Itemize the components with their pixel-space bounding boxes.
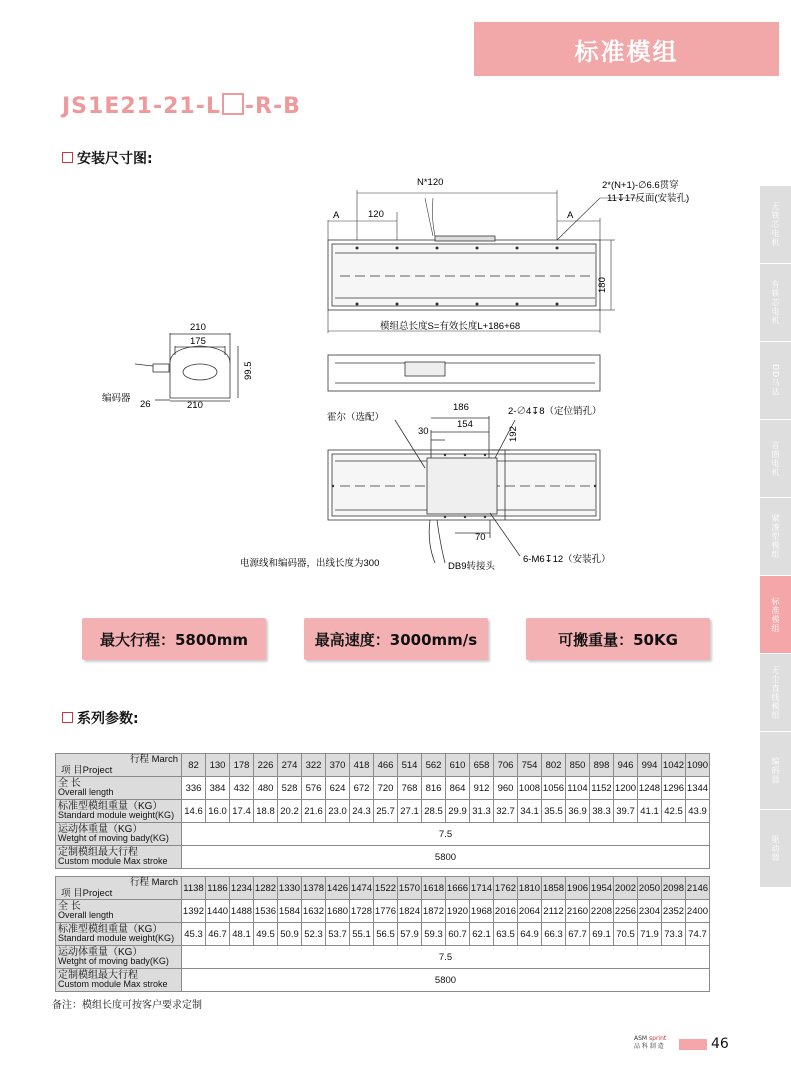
value-cell: 63.5 — [494, 923, 518, 946]
value-cell: 36.9 — [566, 800, 590, 823]
stroke-cell: 370 — [326, 754, 350, 777]
value-cell: 73.3 — [662, 923, 686, 946]
value-cell: 66.3 — [542, 923, 566, 946]
stroke-cell: 82 — [182, 754, 206, 777]
placeholder-box-icon — [222, 93, 244, 115]
sidebar-tab-4[interactable]: 紧凑型模组 — [760, 498, 791, 576]
value-cell: 720 — [374, 777, 398, 800]
top-view — [328, 236, 600, 310]
value-cell: 55.1 — [350, 923, 374, 946]
value-cell: 624 — [326, 777, 350, 800]
value-cell: 70.5 — [614, 923, 638, 946]
value-cell: 1104 — [566, 777, 590, 800]
table-row: 全 长 Overall length 1392 1440 1488 1536 1584 1632 1680 1728 1776 1824 1872 1920 1968 2016 2064 2112 2160 2208 2256 2304 2352 2400 — [56, 900, 710, 923]
value-cell: 816 — [422, 777, 446, 800]
value-cell: 1200 — [614, 777, 638, 800]
value-cell: 1920 — [446, 900, 470, 923]
square-bullet-icon — [62, 712, 73, 723]
value-cell: 64.9 — [518, 923, 542, 946]
value-cell: 45.3 — [182, 923, 206, 946]
stroke-cell: 2098 — [662, 877, 686, 900]
value-cell: 60.7 — [446, 923, 470, 946]
value-cell: 32.7 — [494, 800, 518, 823]
stroke-cell: 1858 — [542, 877, 566, 900]
dim-70: 70 — [475, 532, 486, 543]
dim-a-right: A — [567, 210, 574, 221]
value-cell: 35.5 — [542, 800, 566, 823]
table-row: 运动体重量（KG） Wetght of moving bady(KG) 7.5 — [56, 823, 710, 846]
model-suffix: -R-B — [244, 94, 301, 119]
value-cell: 1344 — [686, 777, 710, 800]
table-row: 项 目Project 行程 March 1138 1186 1234 1282 1330 1378 1426 1474 1522 1570 1618 1666 1714 1762 1810 1858 1906 1954 2002 2050 2098 2146 — [56, 877, 710, 900]
value-cell: 16.0 — [206, 800, 230, 823]
value-cell: 2400 — [686, 900, 710, 923]
value-cell: 1584 — [278, 900, 302, 923]
stroke-cell: 1426 — [326, 877, 350, 900]
dim-30: 30 — [418, 426, 429, 437]
dim-210-bottom: 210 — [187, 400, 203, 411]
value-cell: 43.9 — [686, 800, 710, 823]
value-cell: 52.3 — [302, 923, 326, 946]
sidebar-tab-1[interactable]: 有铁芯电机 — [760, 264, 791, 342]
stroke-cell: 1186 — [206, 877, 230, 900]
value-cell: 59.3 — [422, 923, 446, 946]
side-view — [328, 355, 600, 391]
value-cell: 46.7 — [206, 923, 230, 946]
stroke-cell: 1522 — [374, 877, 398, 900]
stroke-cell: 130 — [206, 754, 230, 777]
pin-hole-note: 2-∅4↧8（定位销孔） — [508, 406, 602, 417]
stroke-cell: 946 — [614, 754, 638, 777]
table-row: 定制模组最大行程 Custom module Max stroke 5800 — [56, 846, 710, 869]
max-stroke-cell: 5800 — [182, 846, 710, 869]
encoder-label: 编码器 — [102, 393, 131, 404]
stroke-cell: 706 — [494, 754, 518, 777]
params-table-2 — [55, 876, 710, 992]
table-row: 标准型模组重量（KG） Standard module weight(KG) 14.6 16.0 17.4 18.8 20.2 21.6 23.0 24.3 25.7 27.1 28.5 29.9 31.3 32.7 34.1 35.5 36.9 38.3 39.7 41.1 42.5 43.9 — [56, 800, 710, 823]
value-cell: 2304 — [638, 900, 662, 923]
stroke-cell: 1090 — [686, 754, 710, 777]
value-cell: 50.9 — [278, 923, 302, 946]
value-cell: 57.9 — [398, 923, 422, 946]
value-cell: 74.7 — [686, 923, 710, 946]
stroke-cell: 1138 — [182, 877, 206, 900]
value-cell: 71.9 — [638, 923, 662, 946]
table-row: 全 长 Overall length 336 384 432 480 528 576 624 672 720 768 816 864 912 960 1008 1056 1104 1152 1200 1248 1296 1344 — [56, 777, 710, 800]
sidebar-tab-7[interactable]: 编码器 — [760, 732, 791, 810]
stroke-cell: 2146 — [686, 877, 710, 900]
value-cell: 29.9 — [446, 800, 470, 823]
stroke-cell: 1954 — [590, 877, 614, 900]
stroke-cell: 466 — [374, 754, 398, 777]
table-row: 标准型模组重量（KG） Standard module weight(KG) 45.3 46.7 48.1 49.5 50.9 52.3 53.7 55.1 56.5 57.9 59.3 60.7 62.1 63.5 64.9 66.3 67.7 69.1 70.5 71.9 73.3 74.7 — [56, 923, 710, 946]
value-cell: 69.1 — [590, 923, 614, 946]
hall-label: 霍尔（选配） — [327, 412, 385, 423]
value-cell: 1536 — [254, 900, 278, 923]
value-cell: 14.6 — [182, 800, 206, 823]
value-cell: 34.1 — [518, 800, 542, 823]
value-cell: 384 — [206, 777, 230, 800]
dim-n120: N*120 — [417, 177, 444, 188]
stroke-cell: 1234 — [230, 877, 254, 900]
value-cell: 432 — [230, 777, 254, 800]
max-stroke-cell: 5800 — [182, 969, 710, 992]
value-cell: 28.5 — [422, 800, 446, 823]
value-cell: 48.1 — [230, 923, 254, 946]
holes-note: 2*(N+1)-∅6.6贯穿 — [602, 180, 679, 191]
value-cell: 960 — [494, 777, 518, 800]
bottom-view — [328, 416, 600, 563]
stroke-cell: 610 — [446, 754, 470, 777]
table-row: 定制模组最大行程 Custom module Max stroke 5800 — [56, 969, 710, 992]
footnote: 备注：模组长度可按客户要求定制 — [52, 1000, 202, 1011]
stroke-cell: 658 — [470, 754, 494, 777]
page-number: 46 — [711, 1036, 729, 1052]
value-cell: 62.1 — [470, 923, 494, 946]
value-cell: 1488 — [230, 900, 254, 923]
value-cell: 1248 — [638, 777, 662, 800]
stroke-cell: 2050 — [638, 877, 662, 900]
stroke-cell: 994 — [638, 754, 662, 777]
value-cell: 1872 — [422, 900, 446, 923]
value-cell: 864 — [446, 777, 470, 800]
stroke-cell: 1474 — [350, 877, 374, 900]
value-cell: 31.3 — [470, 800, 494, 823]
sidebar-tab-6[interactable]: 无尘直线模组 — [760, 654, 791, 732]
value-cell: 25.7 — [374, 800, 398, 823]
value-cell: 1152 — [590, 777, 614, 800]
value-cell: 1680 — [326, 900, 350, 923]
stroke-cell: 562 — [422, 754, 446, 777]
value-cell: 2352 — [662, 900, 686, 923]
stroke-cell: 1666 — [446, 877, 470, 900]
sidebar-tab-0[interactable]: 无铁芯电机 — [760, 186, 791, 264]
stroke-cell: 322 — [302, 754, 326, 777]
total-length-label: 模组总长度S=有效长度L+186+68 — [380, 321, 521, 332]
sidebar-tab-3[interactable]: 音圈电机 — [760, 420, 791, 498]
cable-note: 电源线和编码器，出线长度为300 — [240, 558, 380, 569]
value-cell: 39.7 — [614, 800, 638, 823]
value-cell: 27.1 — [398, 800, 422, 823]
value-cell: 336 — [182, 777, 206, 800]
value-cell: 23.0 — [326, 800, 350, 823]
moving-weight-cell: 7.5 — [182, 946, 710, 969]
installation-drawing — [95, 168, 690, 578]
value-cell: 1440 — [206, 900, 230, 923]
params-section-title — [62, 708, 139, 728]
value-cell: 17.4 — [230, 800, 254, 823]
stroke-cell: 1570 — [398, 877, 422, 900]
spec-max-stroke: 最大行程：5800mm — [82, 618, 266, 660]
stroke-cell: 802 — [542, 754, 566, 777]
dim-186: 186 — [453, 402, 469, 413]
square-bullet-icon — [62, 152, 73, 163]
value-cell: 2064 — [518, 900, 542, 923]
stroke-cell: 1042 — [662, 754, 686, 777]
mount-hole-note: 6-M6↧12（安装孔） — [523, 554, 611, 565]
dim-26: 26 — [140, 399, 151, 410]
stroke-cell: 1378 — [302, 877, 326, 900]
value-cell: 1008 — [518, 777, 542, 800]
value-cell: 528 — [278, 777, 302, 800]
stroke-cell: 850 — [566, 754, 590, 777]
category-header: 标准模组 — [474, 22, 779, 76]
model-prefix: JS1E21-21-L — [62, 94, 221, 119]
value-cell: 1632 — [302, 900, 326, 923]
value-cell: 53.7 — [326, 923, 350, 946]
dim-175: 175 — [190, 336, 206, 347]
value-cell: 2208 — [590, 900, 614, 923]
value-cell: 2112 — [542, 900, 566, 923]
dim-120: 120 — [368, 209, 384, 220]
end-view — [135, 333, 238, 401]
sidebar-tab-2[interactable]: DD马达 — [760, 342, 791, 420]
spec-max-speed: 最高速度：3000mm/s — [304, 618, 488, 660]
dim-154: 154 — [457, 419, 473, 430]
value-cell: 1392 — [182, 900, 206, 923]
value-cell: 1776 — [374, 900, 398, 923]
value-cell: 38.3 — [590, 800, 614, 823]
stroke-cell: 178 — [230, 754, 254, 777]
params-table-1 — [55, 753, 710, 869]
value-cell: 18.8 — [254, 800, 278, 823]
sidebar-tab-5[interactable]: 标准模组 — [760, 576, 791, 654]
value-cell: 768 — [398, 777, 422, 800]
stroke-cell: 226 — [254, 754, 278, 777]
moving-weight-cell: 7.5 — [182, 823, 710, 846]
value-cell: 41.1 — [638, 800, 662, 823]
dim-210-top: 210 — [190, 322, 206, 333]
value-cell: 2160 — [566, 900, 590, 923]
value-cell: 1056 — [542, 777, 566, 800]
value-cell: 67.7 — [566, 923, 590, 946]
stroke-cell: 1762 — [494, 877, 518, 900]
value-cell: 20.2 — [278, 800, 302, 823]
dim-99: 99.5 — [243, 361, 254, 380]
stroke-cell: 1330 — [278, 877, 302, 900]
stroke-cell: 898 — [590, 754, 614, 777]
dim-180: 180 — [597, 277, 608, 293]
stroke-cell: 1618 — [422, 877, 446, 900]
stroke-cell: 2002 — [614, 877, 638, 900]
stroke-cell: 1906 — [566, 877, 590, 900]
value-cell: 1728 — [350, 900, 374, 923]
value-cell: 56.5 — [374, 923, 398, 946]
value-cell: 24.3 — [350, 800, 374, 823]
stroke-cell: 274 — [278, 754, 302, 777]
holes-note-2: 11↧17反面(安装孔) — [607, 193, 690, 204]
model-title — [62, 93, 301, 119]
stroke-cell: 754 — [518, 754, 542, 777]
brand-logo: ASM sprint 品 科 制 造 — [634, 1035, 667, 1050]
footer-bar — [679, 1039, 707, 1050]
value-cell: 21.6 — [302, 800, 326, 823]
value-cell: 912 — [470, 777, 494, 800]
table-row: 项 目Project 行程 March 82 130 178 226 274 322 370 418 466 514 562 610 658 706 754 802 850 898 946 994 1042 1090 — [56, 754, 710, 777]
dim-192: 192 — [508, 426, 519, 442]
install-section-title — [62, 148, 153, 168]
value-cell: 672 — [350, 777, 374, 800]
db9-label: DB9转接头 — [448, 561, 495, 572]
params-section-label: 系列参数: — [77, 711, 139, 727]
value-cell: 1824 — [398, 900, 422, 923]
sidebar-tab-8[interactable]: 驱动器 — [760, 810, 791, 888]
value-cell: 2016 — [494, 900, 518, 923]
table-row: 运动体重量（KG） Wetght of moving bady(KG) 7.5 — [56, 946, 710, 969]
stroke-cell: 1810 — [518, 877, 542, 900]
value-cell: 49.5 — [254, 923, 278, 946]
stroke-cell: 1282 — [254, 877, 278, 900]
stroke-cell: 1714 — [470, 877, 494, 900]
value-cell: 480 — [254, 777, 278, 800]
dim-a-left: A — [333, 210, 340, 221]
value-cell: 1296 — [662, 777, 686, 800]
stroke-cell: 514 — [398, 754, 422, 777]
install-section-label: 安装尺寸图: — [77, 151, 153, 167]
value-cell: 42.5 — [662, 800, 686, 823]
value-cell: 576 — [302, 777, 326, 800]
value-cell: 1968 — [470, 900, 494, 923]
value-cell: 2256 — [614, 900, 638, 923]
spec-payload: 可搬重量：50KG — [526, 618, 710, 660]
stroke-cell: 418 — [350, 754, 374, 777]
